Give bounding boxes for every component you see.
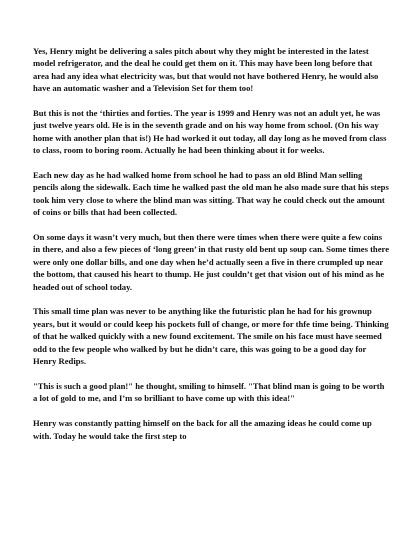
paragraph-1: Yes, Henry might be delivering a sales pitch about why they might be interested in the latest model refrigerator, and the deal he could get them on it. This may have been long before that area had any idea what electricity was, but that would not have bothered Henry, he would also have an automatic washer and a Television Set for them too! [33, 46, 379, 94]
paragraph-4: On some days it wasn’t very much, but then there were times when there were quite a few coins in there, and also a few pieces of ‘long green’ in that rusty old bent up soup can. Some times there were only one dollar bills, and one day when he’d actually seen a five in there crumpled up near the bottom, that caused his heart to thump. He just couldn’t get that vision out of his mind as he headed out of school today. [33, 232, 390, 292]
paragraph-2: But this is not the ‘thirties and forties. The year is 1999 and Henry was not an adult yet, he was just twelve years old. He is in the seventh grade and on his way home from school. (On his way home with another plan that is!) He had worked it out today, all day long as he moved from class to class, room to boring room. Actually he had been thinking about it for weeks. [33, 108, 387, 156]
paragraph-7: Henry was constantly patting himself on the back for all the amazing ideas he could come up with. Today he would take the first step to [33, 418, 372, 441]
document-page [33, 45, 389, 442]
paragraph-6: "This is such a good plan!" he thought, smiling to himself. "That blind man is going to be worth a lot of gold to me, and I’m so brilliant to have come up with this idea!" [33, 380, 385, 404]
paragraph-3: Each new day as he had walked home from school he had to pass an old Blind Man selling pencils along the sidewalk. Each time he walked past the old man he also made sure that his steps took him very close to where the blind man was sitting. That way he could check out the amount of coins or bills that had been collected. [33, 170, 389, 218]
paragraph-5: This small time plan was never to be anything like the futuristic plan he had for his grownup years, but it would or could keep his pockets full of change, or more for thfe time being. Thinking of that he walked quickly with a new found excitement. The smile on his face must have seemed odd to the few people who walked by but he didn’t care, this was going to be a good day for Henry Redips. [33, 306, 389, 367]
